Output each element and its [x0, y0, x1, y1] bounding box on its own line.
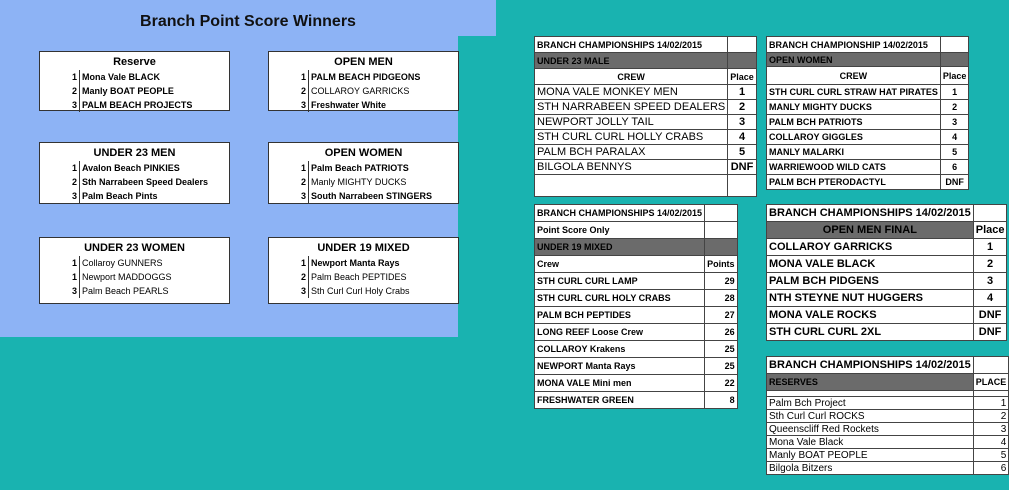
card-row [40, 256, 229, 270]
crew-name: COLLAROY Krakens [535, 341, 705, 358]
points-value: 28 [705, 290, 738, 307]
points-value: 26 [705, 324, 738, 341]
col-header-points: Points [705, 256, 738, 273]
place-value: 3 [728, 115, 757, 130]
col-header-place: Place [728, 69, 757, 85]
place-value: 5 [973, 449, 1009, 462]
rank: 1 [300, 258, 306, 268]
crew-name: Sth Curl Curl ROCKS [767, 410, 974, 423]
table-under-19-mixed [534, 204, 738, 409]
col-header-crew: Crew [535, 256, 705, 273]
crew-name: MONA VALE MONKEY MEN [535, 85, 728, 100]
table-row [767, 436, 1009, 449]
rank: 3 [71, 191, 77, 201]
card-row [40, 98, 229, 112]
table-row [767, 160, 969, 175]
category-label: UNDER 23 MALE [535, 53, 728, 69]
rank: 2 [300, 177, 306, 187]
card-row [40, 70, 229, 84]
crew-name: Newport Manta Rays [308, 256, 458, 270]
rank: 3 [71, 100, 77, 110]
table-row [767, 85, 969, 100]
table-row [767, 423, 1009, 436]
card-row [269, 175, 458, 189]
crew-name: STH CURL CURL 2XL [767, 324, 974, 341]
crew-name: STH CURL CURL HOLLY CRABS [535, 130, 728, 145]
table-reserves [766, 356, 1009, 475]
place-value: 5 [728, 145, 757, 160]
table-row [535, 392, 738, 409]
crew-name: MONA VALE BLACK [767, 256, 974, 273]
col-header-crew: CREW [767, 67, 941, 85]
crew-name: Bilgola Bitzers [767, 462, 974, 475]
place-value: 5 [940, 145, 969, 160]
points-value: 27 [705, 307, 738, 324]
crew-name: PALM BCH PIDGENS [767, 273, 974, 290]
table-row [535, 115, 757, 130]
table-row [767, 397, 1009, 410]
place-value: DNF [973, 324, 1007, 341]
crew-name: BILGOLA BENNYS [535, 160, 728, 175]
table-row [767, 115, 969, 130]
crew-name: STH CURL CURL LAMP [535, 273, 705, 290]
table-title: BRANCH CHAMPIONSHIP 14/02/2015 [767, 37, 941, 53]
place-value: 6 [973, 462, 1009, 475]
table-title: BRANCH CHAMPIONSHIPS 14/02/2015 [767, 357, 974, 374]
card-open-women [268, 142, 459, 204]
card-title: OPEN MEN [334, 56, 393, 68]
rank: 2 [300, 272, 306, 282]
card-row [269, 161, 458, 175]
table-row [767, 100, 969, 115]
table-row [767, 130, 969, 145]
table-row [767, 410, 1009, 423]
crew-name: Manly BOAT PEOPLE [767, 449, 974, 462]
card-under-19-mixed [268, 237, 459, 304]
category-label: UNDER 19 MIXED [535, 239, 705, 256]
place-value: DNF [728, 160, 757, 175]
card-row [269, 256, 458, 270]
points-value: 25 [705, 341, 738, 358]
table-row [535, 273, 738, 290]
col-header-crew: CREW [535, 69, 728, 85]
col-header-place: Place [940, 67, 969, 85]
col-header-place: Place [973, 222, 1007, 239]
card-open-men [268, 51, 459, 111]
card-row [269, 189, 458, 203]
table-row [767, 462, 1009, 475]
place-value: 3 [973, 423, 1009, 436]
crew-name: LONG REEF Loose Crew [535, 324, 705, 341]
table-subtitle: Point Score Only [535, 222, 705, 239]
table-row [767, 324, 1007, 341]
crew-name: MANLY MALARKI [767, 145, 941, 160]
place-value: DNF [973, 307, 1007, 324]
table-row [767, 273, 1007, 290]
crew-name: South Narrabeen STINGERS [308, 189, 458, 203]
table-row [535, 160, 757, 175]
points-value: 22 [705, 375, 738, 392]
card-title: UNDER 23 MEN [93, 147, 176, 159]
place-value: DNF [940, 175, 969, 190]
card-row [269, 70, 458, 84]
place-value: 4 [940, 130, 969, 145]
table-row [535, 341, 738, 358]
crew-name: Sth Narrabeen Speed Dealers [79, 175, 229, 189]
crew-name: MANLY MIGHTY DUCKS [767, 100, 941, 115]
place-value: 3 [973, 273, 1007, 290]
rank: 1 [300, 72, 306, 82]
rank: 1 [71, 272, 77, 282]
crew-name: PALM BCH PTERODACTYL [767, 175, 941, 190]
card-title: Reserve [113, 56, 156, 68]
card-under-23-men [39, 142, 230, 204]
place-value: 4 [973, 436, 1009, 449]
card-row [269, 98, 458, 112]
rank: 1 [71, 258, 77, 268]
card-title: UNDER 23 WOMEN [84, 242, 185, 254]
crew-name: Mona Vale BLACK [79, 70, 229, 84]
crew-name: Palm Beach PEARLS [79, 284, 229, 298]
rank: 1 [71, 163, 77, 173]
crew-name: STH CURL CURL STRAW HAT PIRATES [767, 85, 941, 100]
crew-name: Sth Curl Curl Holy Crabs [308, 284, 458, 298]
category-label: RESERVES [767, 374, 974, 391]
place-value: 2 [728, 100, 757, 115]
card-row [269, 84, 458, 98]
rank: 1 [71, 72, 77, 82]
rank: 2 [71, 177, 77, 187]
crew-name: PALM BEACH PIDGEONS [308, 70, 458, 84]
table-row [767, 307, 1007, 324]
crew-name: Palm Beach Pints [79, 189, 229, 203]
table-row [535, 307, 738, 324]
crew-name: Mona Vale Black [767, 436, 974, 449]
points-value: 8 [705, 392, 738, 409]
table-row [767, 256, 1007, 273]
card-row [269, 284, 458, 298]
rank: 3 [300, 286, 306, 296]
place-value: 1 [940, 85, 969, 100]
crew-name: Newport MADDOGGS [79, 270, 229, 284]
category-label: OPEN WOMEN [767, 53, 941, 67]
table-row [767, 239, 1007, 256]
table-title: BRANCH CHAMPIONSHIPS 14/02/2015 [767, 205, 974, 222]
place-value: 6 [940, 160, 969, 175]
crew-name: COLLAROY GARRICKS [767, 239, 974, 256]
crew-name: COLLAROY GIGGLES [767, 130, 941, 145]
crew-name: Palm Beach PATRIOTS [308, 161, 458, 175]
crew-name: Freshwater White [308, 98, 458, 112]
crew-name: Palm Beach PEPTIDES [308, 270, 458, 284]
crew-name: MONA VALE Mini men [535, 375, 705, 392]
crew-name: WARRIEWOOD WILD CATS [767, 160, 941, 175]
place-value: 4 [728, 130, 757, 145]
rank: 2 [71, 86, 77, 96]
crew-name: Avalon Beach PINKIES [79, 161, 229, 175]
category-label: OPEN MEN FINAL [767, 222, 974, 239]
crew-name: PALM BCH PATRIOTS [767, 115, 941, 130]
crew-name: STH CURL CURL HOLY CRABS [535, 290, 705, 307]
card-title: OPEN WOMEN [324, 147, 403, 159]
table-title: BRANCH CHAMPIONSHIPS 14/02/2015 [535, 205, 705, 222]
card-row [40, 84, 229, 98]
crew-name: PALM BEACH PROJECTS [79, 98, 229, 112]
table-open-men-final [766, 204, 1007, 341]
place-value: 2 [973, 256, 1007, 273]
crew-name: Manly BOAT PEOPLE [79, 84, 229, 98]
table-row [535, 100, 757, 115]
table-row [767, 175, 969, 190]
place-value: 2 [940, 100, 969, 115]
card-row [269, 270, 458, 284]
card-reserve [39, 51, 230, 111]
crew-name: PALM BCH PARALAX [535, 145, 728, 160]
crew-name: NEWPORT Manta Rays [535, 358, 705, 375]
place-value: 1 [728, 85, 757, 100]
rank: 2 [300, 86, 306, 96]
card-row [40, 189, 229, 203]
crew-name: NEWPORT JOLLY TAIL [535, 115, 728, 130]
table-row [767, 290, 1007, 307]
table-row [535, 130, 757, 145]
crew-name: NTH STEYNE NUT HUGGERS [767, 290, 974, 307]
crew-name: Collaroy GUNNERS [79, 256, 229, 270]
crew-name: COLLAROY GARRICKS [308, 84, 458, 98]
table-row [535, 358, 738, 375]
table-row [535, 290, 738, 307]
crew-name: STH NARRABEEN SPEED DEALERS [535, 100, 728, 115]
table-row [767, 449, 1009, 462]
table-row [535, 324, 738, 341]
crew-name: FRESHWATER GREEN [535, 392, 705, 409]
table-row [535, 85, 757, 100]
card-row [40, 175, 229, 189]
table-row [767, 145, 969, 160]
table-row [535, 145, 757, 160]
points-value: 29 [705, 273, 738, 290]
card-row [40, 284, 229, 298]
table-row [535, 375, 738, 392]
rank: 1 [300, 163, 306, 173]
crew-name: Palm Bch Project [767, 397, 974, 410]
place-value: 1 [973, 397, 1009, 410]
page-title: Branch Point Score Winners [140, 13, 356, 30]
crew-name: PALM BCH PEPTIDES [535, 307, 705, 324]
table-under-23-male [534, 36, 757, 197]
col-header-place: PLACE [973, 374, 1009, 391]
rank: 3 [300, 191, 306, 201]
crew-name: MONA VALE ROCKS [767, 307, 974, 324]
place-value: 2 [973, 410, 1009, 423]
place-value: 1 [973, 239, 1007, 256]
crew-name: Manly MIGHTY DUCKS [308, 175, 458, 189]
table-title: BRANCH CHAMPIONSHIPS 14/02/2015 [535, 37, 728, 53]
rank: 3 [71, 286, 77, 296]
card-row [40, 270, 229, 284]
place-value: 3 [940, 115, 969, 130]
points-value: 25 [705, 358, 738, 375]
table-open-women [766, 36, 969, 190]
card-row [40, 161, 229, 175]
rank: 3 [300, 100, 306, 110]
crew-name: Queenscliff Red Rockets [767, 423, 974, 436]
place-value: 4 [973, 290, 1007, 307]
card-title: UNDER 19 MIXED [317, 242, 410, 254]
card-under-23-women [39, 237, 230, 304]
